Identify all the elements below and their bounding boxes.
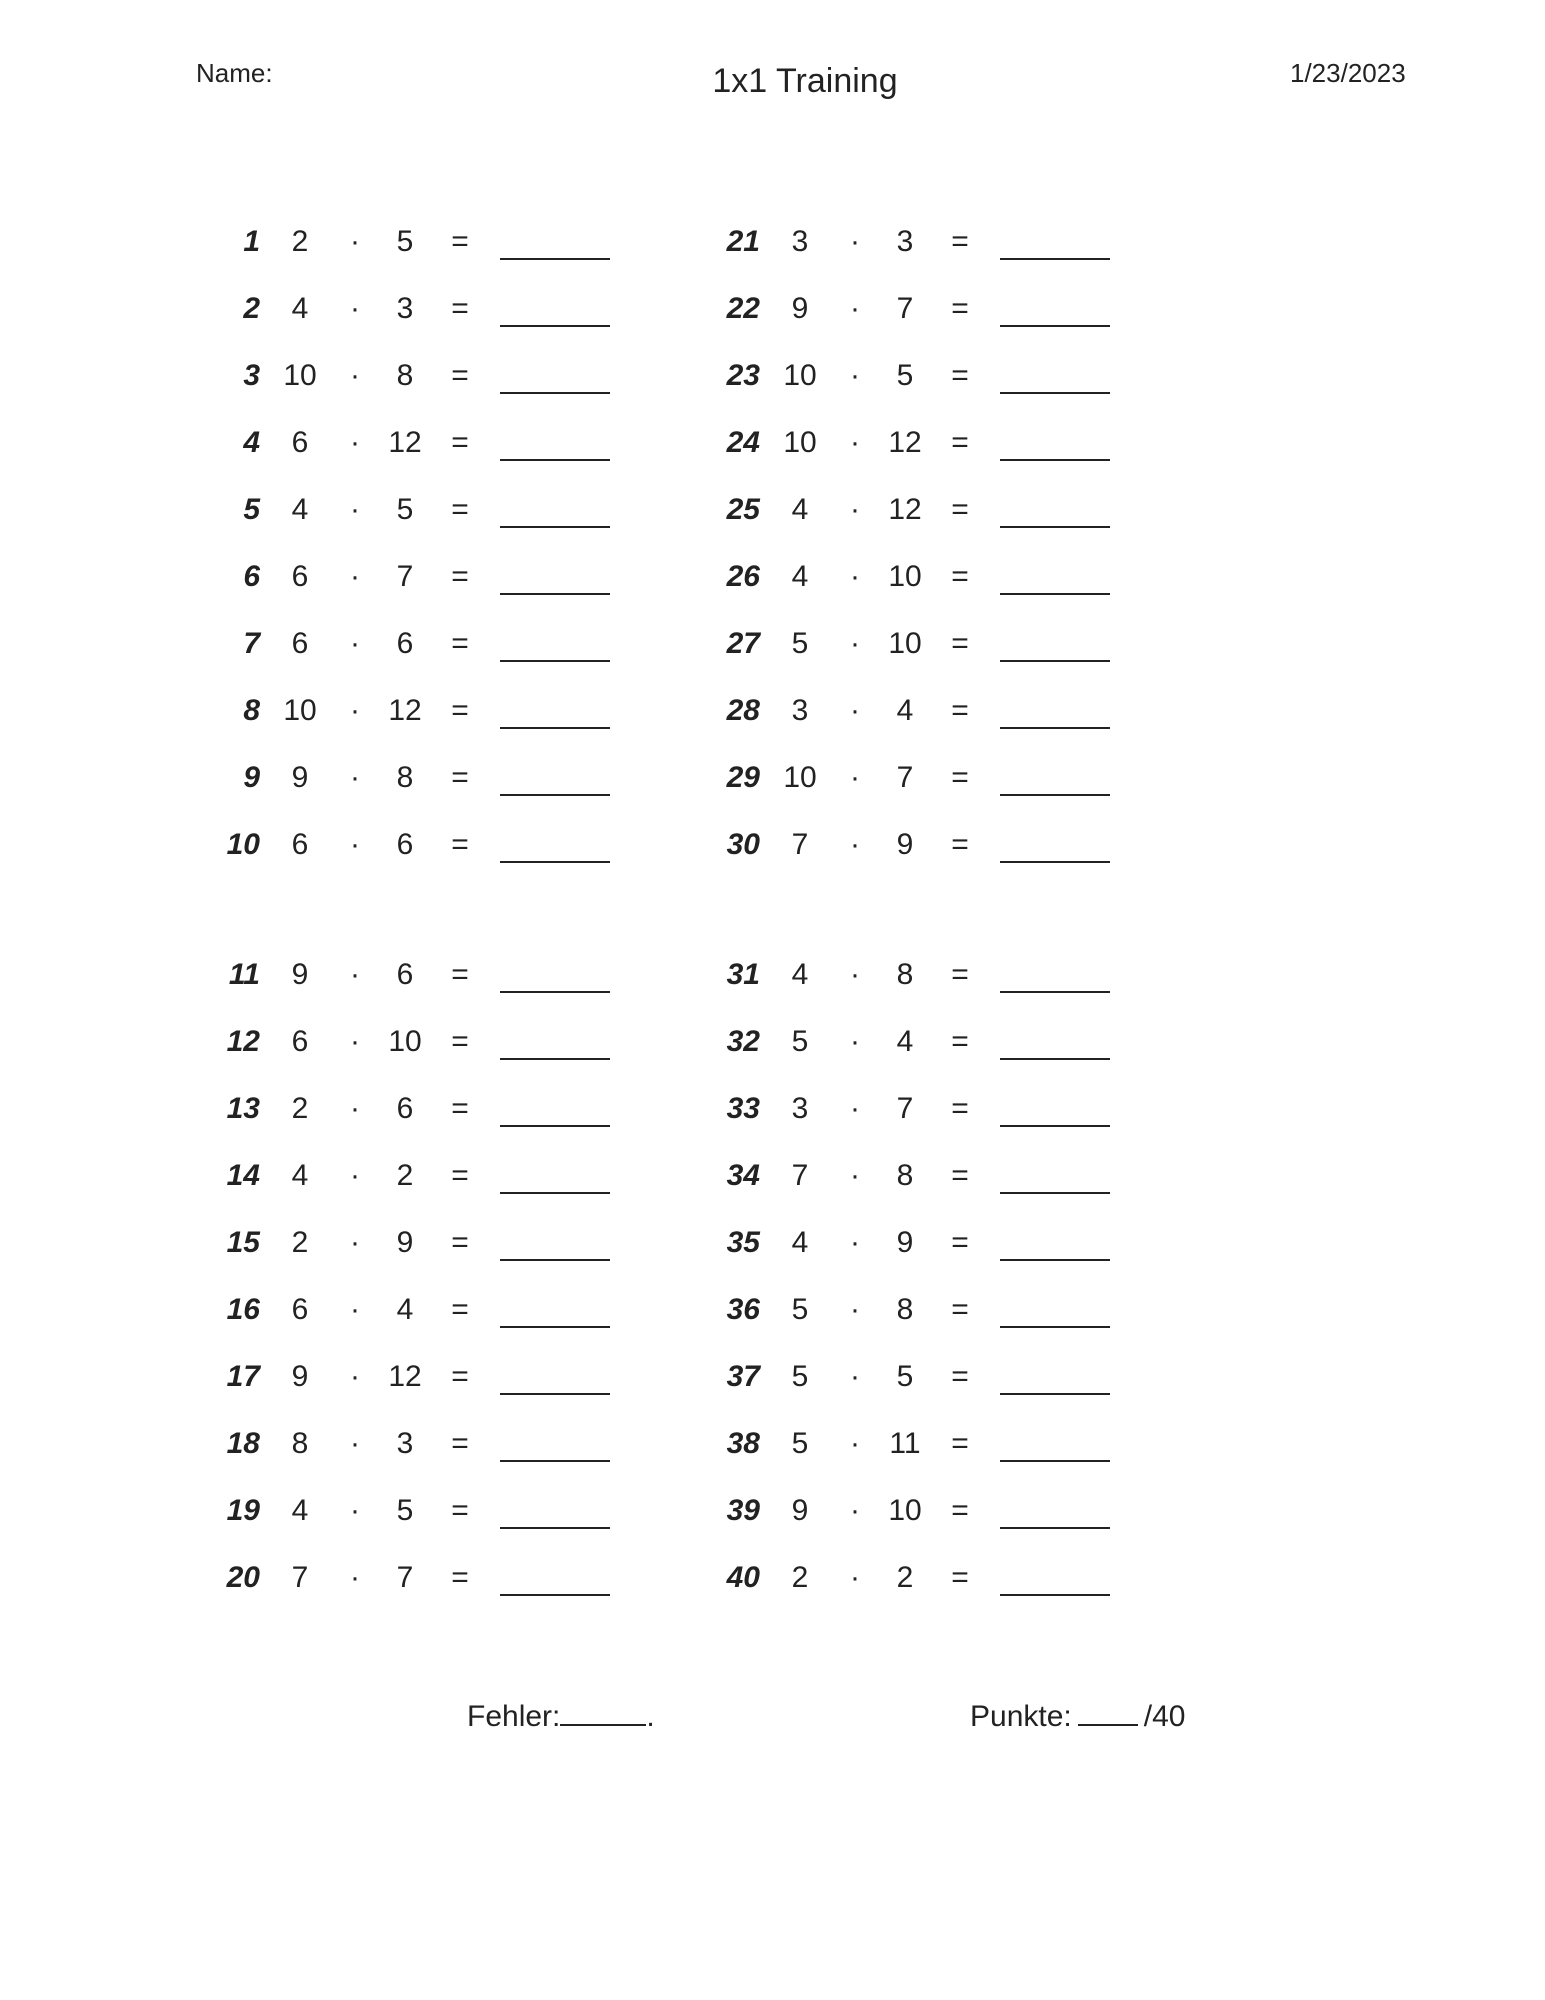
equals-sign: = xyxy=(951,1427,969,1460)
factor-b: 10 xyxy=(888,1494,922,1527)
factor-a: 10 xyxy=(783,761,817,794)
problem-row xyxy=(700,287,1120,331)
answer-line[interactable] xyxy=(500,991,610,993)
problem-row xyxy=(700,1020,1120,1064)
problem-number: 23 xyxy=(726,359,760,392)
factor-a: 7 xyxy=(791,1159,809,1192)
factor-a: 6 xyxy=(291,426,309,459)
problem-row xyxy=(700,823,1120,867)
equals-sign: = xyxy=(451,225,469,258)
multiply-sign: · xyxy=(850,1025,860,1058)
answer-line[interactable] xyxy=(500,727,610,729)
multiply-sign: · xyxy=(350,1092,360,1125)
problem-number: 9 xyxy=(243,761,260,794)
factor-b: 12 xyxy=(388,426,422,459)
problem-number: 25 xyxy=(726,493,760,526)
multiply-sign: · xyxy=(350,1561,360,1594)
answer-line[interactable] xyxy=(1000,1125,1110,1127)
answer-line[interactable] xyxy=(1000,861,1110,863)
factor-a: 6 xyxy=(291,828,309,861)
problem-number: 5 xyxy=(243,493,260,526)
problem-row xyxy=(700,1422,1120,1466)
problem-row xyxy=(700,953,1120,997)
problem-row xyxy=(200,1087,620,1131)
equals-sign: = xyxy=(451,694,469,727)
multiply-sign: · xyxy=(850,1561,860,1594)
answer-line[interactable] xyxy=(1000,1259,1110,1261)
answer-line[interactable] xyxy=(1000,794,1110,796)
multiply-sign: · xyxy=(850,1494,860,1527)
problem-number: 26 xyxy=(726,560,760,593)
problem-row xyxy=(700,1221,1120,1265)
multiply-sign: · xyxy=(850,493,860,526)
multiply-sign: · xyxy=(350,1427,360,1460)
factor-a: 4 xyxy=(291,1494,309,1527)
multiply-sign: · xyxy=(350,1494,360,1527)
problem-row xyxy=(200,823,620,867)
problem-row xyxy=(200,1154,620,1198)
equals-sign: = xyxy=(951,1226,969,1259)
factor-b: 8 xyxy=(896,1159,914,1192)
factor-b: 6 xyxy=(396,1092,414,1125)
answer-line[interactable] xyxy=(500,593,610,595)
factor-b: 11 xyxy=(889,1427,921,1460)
factor-b: 2 xyxy=(896,1561,914,1594)
answer-line[interactable] xyxy=(500,392,610,394)
factor-a: 3 xyxy=(791,694,809,727)
equals-sign: = xyxy=(951,627,969,660)
answer-line[interactable] xyxy=(500,1527,610,1529)
answer-line[interactable] xyxy=(1000,1326,1110,1328)
multiply-sign: · xyxy=(850,292,860,325)
factor-a: 6 xyxy=(291,627,309,660)
factor-b: 7 xyxy=(896,292,914,325)
factor-b: 5 xyxy=(396,1494,414,1527)
problem-row xyxy=(200,756,620,800)
factor-a: 7 xyxy=(791,828,809,861)
answer-line[interactable] xyxy=(500,526,610,528)
factor-b: 7 xyxy=(896,761,914,794)
problem-number: 14 xyxy=(226,1159,260,1192)
problem-row xyxy=(200,555,620,599)
factor-a: 4 xyxy=(791,958,809,991)
problem-row xyxy=(700,622,1120,666)
problem-number: 11 xyxy=(228,958,260,991)
equals-sign: = xyxy=(951,1025,969,1058)
factor-a: 6 xyxy=(291,1293,309,1326)
factor-a: 10 xyxy=(283,694,317,727)
equals-sign: = xyxy=(951,694,969,727)
equals-sign: = xyxy=(951,1092,969,1125)
problem-number: 40 xyxy=(726,1561,760,1594)
problem-number: 34 xyxy=(726,1159,760,1192)
factor-a: 9 xyxy=(791,292,809,325)
problem-number: 30 xyxy=(726,828,760,861)
factor-a: 6 xyxy=(291,560,309,593)
factor-b: 7 xyxy=(396,560,414,593)
problem-number: 32 xyxy=(726,1025,760,1058)
problem-row xyxy=(700,1087,1120,1131)
problem-number: 8 xyxy=(243,694,260,727)
answer-line[interactable] xyxy=(1000,727,1110,729)
fehler-answer-line[interactable] xyxy=(560,1700,646,1726)
multiply-sign: · xyxy=(350,627,360,660)
equals-sign: = xyxy=(451,560,469,593)
multiply-sign: · xyxy=(850,958,860,991)
equals-sign: = xyxy=(451,426,469,459)
problem-number: 1 xyxy=(243,225,260,258)
equals-sign: = xyxy=(451,1427,469,1460)
answer-line[interactable] xyxy=(500,1326,610,1328)
problem-number: 4 xyxy=(243,426,260,459)
fehler-label: Fehler: xyxy=(467,1700,561,1733)
problem-number: 24 xyxy=(726,426,760,459)
problem-number: 2 xyxy=(243,292,260,325)
equals-sign: = xyxy=(951,1360,969,1393)
factor-b: 4 xyxy=(896,1025,914,1058)
problem-number: 3 xyxy=(243,359,260,392)
factor-b: 5 xyxy=(896,1360,914,1393)
problem-number: 35 xyxy=(726,1226,760,1259)
equals-sign: = xyxy=(951,828,969,861)
factor-b: 3 xyxy=(896,225,914,258)
factor-b: 8 xyxy=(896,1293,914,1326)
factor-a: 2 xyxy=(291,1092,309,1125)
factor-a: 2 xyxy=(291,225,309,258)
factor-a: 4 xyxy=(291,493,309,526)
factor-b: 6 xyxy=(396,958,414,991)
answer-line[interactable] xyxy=(1000,258,1110,260)
factor-a: 5 xyxy=(791,1427,809,1460)
multiply-sign: · xyxy=(850,426,860,459)
answer-line[interactable] xyxy=(1000,593,1110,595)
multiply-sign: · xyxy=(350,225,360,258)
answer-line[interactable] xyxy=(1000,392,1110,394)
factor-b: 4 xyxy=(896,694,914,727)
problem-row xyxy=(700,354,1120,398)
problem-row xyxy=(200,622,620,666)
problem-number: 15 xyxy=(226,1226,260,1259)
factor-b: 7 xyxy=(396,1561,414,1594)
problem-row xyxy=(200,287,620,331)
factor-b: 5 xyxy=(396,493,414,526)
factor-a: 7 xyxy=(291,1561,309,1594)
problem-row xyxy=(700,689,1120,733)
problem-row xyxy=(700,756,1120,800)
factor-a: 9 xyxy=(291,958,309,991)
equals-sign: = xyxy=(451,1092,469,1125)
factor-a: 5 xyxy=(791,1025,809,1058)
answer-line[interactable] xyxy=(1000,1393,1110,1395)
multiply-sign: · xyxy=(350,560,360,593)
factor-a: 4 xyxy=(291,292,309,325)
problem-row xyxy=(700,1556,1120,1600)
punkte-total: /40 xyxy=(1143,1700,1186,1733)
problem-number: 36 xyxy=(726,1293,760,1326)
equals-sign: = xyxy=(451,627,469,660)
answer-line[interactable] xyxy=(500,325,610,327)
multiply-sign: · xyxy=(350,1293,360,1326)
problem-number: 13 xyxy=(226,1092,260,1125)
answer-line[interactable] xyxy=(1000,991,1110,993)
multiply-sign: · xyxy=(850,1293,860,1326)
problem-number: 20 xyxy=(226,1561,260,1594)
factor-b: 12 xyxy=(888,493,922,526)
answer-line[interactable] xyxy=(500,258,610,260)
problem-row xyxy=(700,1154,1120,1198)
multiply-sign: · xyxy=(850,1427,860,1460)
problem-row xyxy=(200,1489,620,1533)
factor-b: 8 xyxy=(396,359,414,392)
problem-row xyxy=(700,1489,1120,1533)
factor-a: 4 xyxy=(791,493,809,526)
multiply-sign: · xyxy=(850,1360,860,1393)
multiply-sign: · xyxy=(350,828,360,861)
multiply-sign: · xyxy=(350,761,360,794)
problem-row xyxy=(700,488,1120,532)
equals-sign: = xyxy=(451,292,469,325)
factor-b: 8 xyxy=(896,958,914,991)
factor-a: 5 xyxy=(791,627,809,660)
answer-line[interactable] xyxy=(500,861,610,863)
multiply-sign: · xyxy=(850,828,860,861)
equals-sign: = xyxy=(451,1494,469,1527)
equals-sign: = xyxy=(951,761,969,794)
factor-b: 10 xyxy=(388,1025,422,1058)
fehler-end: . xyxy=(646,1700,655,1733)
factor-b: 6 xyxy=(396,627,414,660)
answer-line[interactable] xyxy=(1000,526,1110,528)
multiply-sign: · xyxy=(850,627,860,660)
multiply-sign: · xyxy=(350,493,360,526)
problem-number: 37 xyxy=(726,1360,760,1393)
answer-line[interactable] xyxy=(1000,1460,1110,1462)
answer-line[interactable] xyxy=(1000,660,1110,662)
factor-b: 3 xyxy=(396,1427,414,1460)
problem-row xyxy=(200,354,620,398)
equals-sign: = xyxy=(451,359,469,392)
equals-sign: = xyxy=(451,1226,469,1259)
problem-row xyxy=(700,1288,1120,1332)
answer-line[interactable] xyxy=(500,1460,610,1462)
multiply-sign: · xyxy=(350,426,360,459)
date-label: 1/23/2023 xyxy=(1290,58,1406,88)
multiply-sign: · xyxy=(350,1226,360,1259)
problem-number: 28 xyxy=(726,694,760,727)
problem-row xyxy=(200,1422,620,1466)
factor-a: 4 xyxy=(791,1226,809,1259)
fehler-field xyxy=(467,1700,655,1734)
factor-b: 5 xyxy=(396,225,414,258)
factor-b: 5 xyxy=(896,359,914,392)
factor-a: 2 xyxy=(791,1561,809,1594)
problem-row xyxy=(200,1355,620,1399)
answer-line[interactable] xyxy=(1000,1527,1110,1529)
page-title: 1x1 Training xyxy=(712,62,898,100)
equals-sign: = xyxy=(451,828,469,861)
equals-sign: = xyxy=(451,958,469,991)
multiply-sign: · xyxy=(850,225,860,258)
factor-b: 9 xyxy=(396,1226,414,1259)
equals-sign: = xyxy=(951,225,969,258)
factor-b: 10 xyxy=(888,627,922,660)
problem-row xyxy=(200,1020,620,1064)
factor-b: 7 xyxy=(896,1092,914,1125)
problem-number: 38 xyxy=(726,1427,760,1460)
answer-line[interactable] xyxy=(1000,1058,1110,1060)
problem-row xyxy=(700,555,1120,599)
equals-sign: = xyxy=(951,426,969,459)
answer-line[interactable] xyxy=(500,459,610,461)
problem-number: 12 xyxy=(226,1025,260,1058)
factor-a: 5 xyxy=(791,1360,809,1393)
factor-b: 6 xyxy=(396,828,414,861)
answer-line[interactable] xyxy=(500,1125,610,1127)
factor-a: 3 xyxy=(791,1092,809,1125)
answer-line[interactable] xyxy=(1000,1192,1110,1194)
multiply-sign: · xyxy=(350,1360,360,1393)
factor-a: 9 xyxy=(291,761,309,794)
problem-number: 31 xyxy=(726,958,760,991)
problem-number: 7 xyxy=(243,627,260,660)
problem-row xyxy=(200,1556,620,1600)
factor-b: 9 xyxy=(896,1226,914,1259)
factor-b: 12 xyxy=(888,426,922,459)
problem-number: 10 xyxy=(226,828,260,861)
problem-number: 19 xyxy=(226,1494,260,1527)
multiply-sign: · xyxy=(850,1092,860,1125)
multiply-sign: · xyxy=(850,359,860,392)
equals-sign: = xyxy=(951,1561,969,1594)
problem-row xyxy=(700,1355,1120,1399)
answer-line[interactable] xyxy=(1000,459,1110,461)
factor-a: 10 xyxy=(283,359,317,392)
problem-row xyxy=(200,488,620,532)
equals-sign: = xyxy=(951,560,969,593)
name-label: Name: xyxy=(196,58,273,88)
answer-line[interactable] xyxy=(500,1594,610,1596)
equals-sign: = xyxy=(451,1561,469,1594)
answer-line[interactable] xyxy=(500,794,610,796)
problem-number: 18 xyxy=(226,1427,260,1460)
multiply-sign: · xyxy=(350,1025,360,1058)
factor-a: 10 xyxy=(783,426,817,459)
equals-sign: = xyxy=(951,493,969,526)
problem-row xyxy=(200,953,620,997)
factor-a: 9 xyxy=(791,1494,809,1527)
punkte-answer-line[interactable] xyxy=(1078,1700,1138,1726)
punkte-label: Punkte: xyxy=(970,1700,1072,1733)
factor-a: 9 xyxy=(291,1360,309,1393)
equals-sign: = xyxy=(951,1159,969,1192)
multiply-sign: · xyxy=(350,958,360,991)
factor-b: 12 xyxy=(388,1360,422,1393)
problem-number: 39 xyxy=(726,1494,760,1527)
problem-row xyxy=(700,421,1120,465)
equals-sign: = xyxy=(451,493,469,526)
factor-b: 2 xyxy=(396,1159,414,1192)
answer-line[interactable] xyxy=(500,1058,610,1060)
problem-number: 17 xyxy=(226,1360,260,1393)
problem-row xyxy=(200,421,620,465)
factor-b: 8 xyxy=(396,761,414,794)
equals-sign: = xyxy=(451,1360,469,1393)
multiply-sign: · xyxy=(850,1226,860,1259)
equals-sign: = xyxy=(451,1159,469,1192)
factor-a: 4 xyxy=(291,1159,309,1192)
factor-a: 2 xyxy=(291,1226,309,1259)
multiply-sign: · xyxy=(850,560,860,593)
multiply-sign: · xyxy=(350,359,360,392)
equals-sign: = xyxy=(951,359,969,392)
problem-row xyxy=(200,689,620,733)
factor-a: 5 xyxy=(791,1293,809,1326)
factor-a: 4 xyxy=(791,560,809,593)
answer-line[interactable] xyxy=(1000,1594,1110,1596)
problem-number: 27 xyxy=(726,627,760,660)
factor-b: 10 xyxy=(888,560,922,593)
factor-b: 12 xyxy=(388,694,422,727)
equals-sign: = xyxy=(951,958,969,991)
problem-row xyxy=(200,220,620,264)
factor-a: 8 xyxy=(291,1427,309,1460)
problem-row xyxy=(200,1288,620,1332)
factor-a: 10 xyxy=(783,359,817,392)
equals-sign: = xyxy=(451,1025,469,1058)
factor-b: 3 xyxy=(396,292,414,325)
factor-b: 9 xyxy=(896,828,914,861)
equals-sign: = xyxy=(951,1494,969,1527)
answer-line[interactable] xyxy=(1000,325,1110,327)
answer-line[interactable] xyxy=(500,1192,610,1194)
factor-b: 4 xyxy=(396,1293,414,1326)
problem-row xyxy=(700,220,1120,264)
problem-number: 16 xyxy=(226,1293,260,1326)
equals-sign: = xyxy=(951,292,969,325)
multiply-sign: · xyxy=(850,761,860,794)
answer-line[interactable] xyxy=(500,1393,610,1395)
problem-number: 21 xyxy=(726,225,760,258)
problem-row xyxy=(200,1221,620,1265)
multiply-sign: · xyxy=(350,1159,360,1192)
equals-sign: = xyxy=(451,1293,469,1326)
equals-sign: = xyxy=(951,1293,969,1326)
multiply-sign: · xyxy=(850,694,860,727)
multiply-sign: · xyxy=(350,694,360,727)
punkte-field xyxy=(970,1700,1185,1734)
answer-line[interactable] xyxy=(500,660,610,662)
multiply-sign: · xyxy=(850,1159,860,1192)
answer-line[interactable] xyxy=(500,1259,610,1261)
problem-number: 33 xyxy=(726,1092,760,1125)
factor-a: 3 xyxy=(791,225,809,258)
problem-number: 6 xyxy=(243,560,260,593)
equals-sign: = xyxy=(451,761,469,794)
multiply-sign: · xyxy=(350,292,360,325)
problem-number: 29 xyxy=(726,761,760,794)
factor-a: 6 xyxy=(291,1025,309,1058)
problem-number: 22 xyxy=(726,292,760,325)
